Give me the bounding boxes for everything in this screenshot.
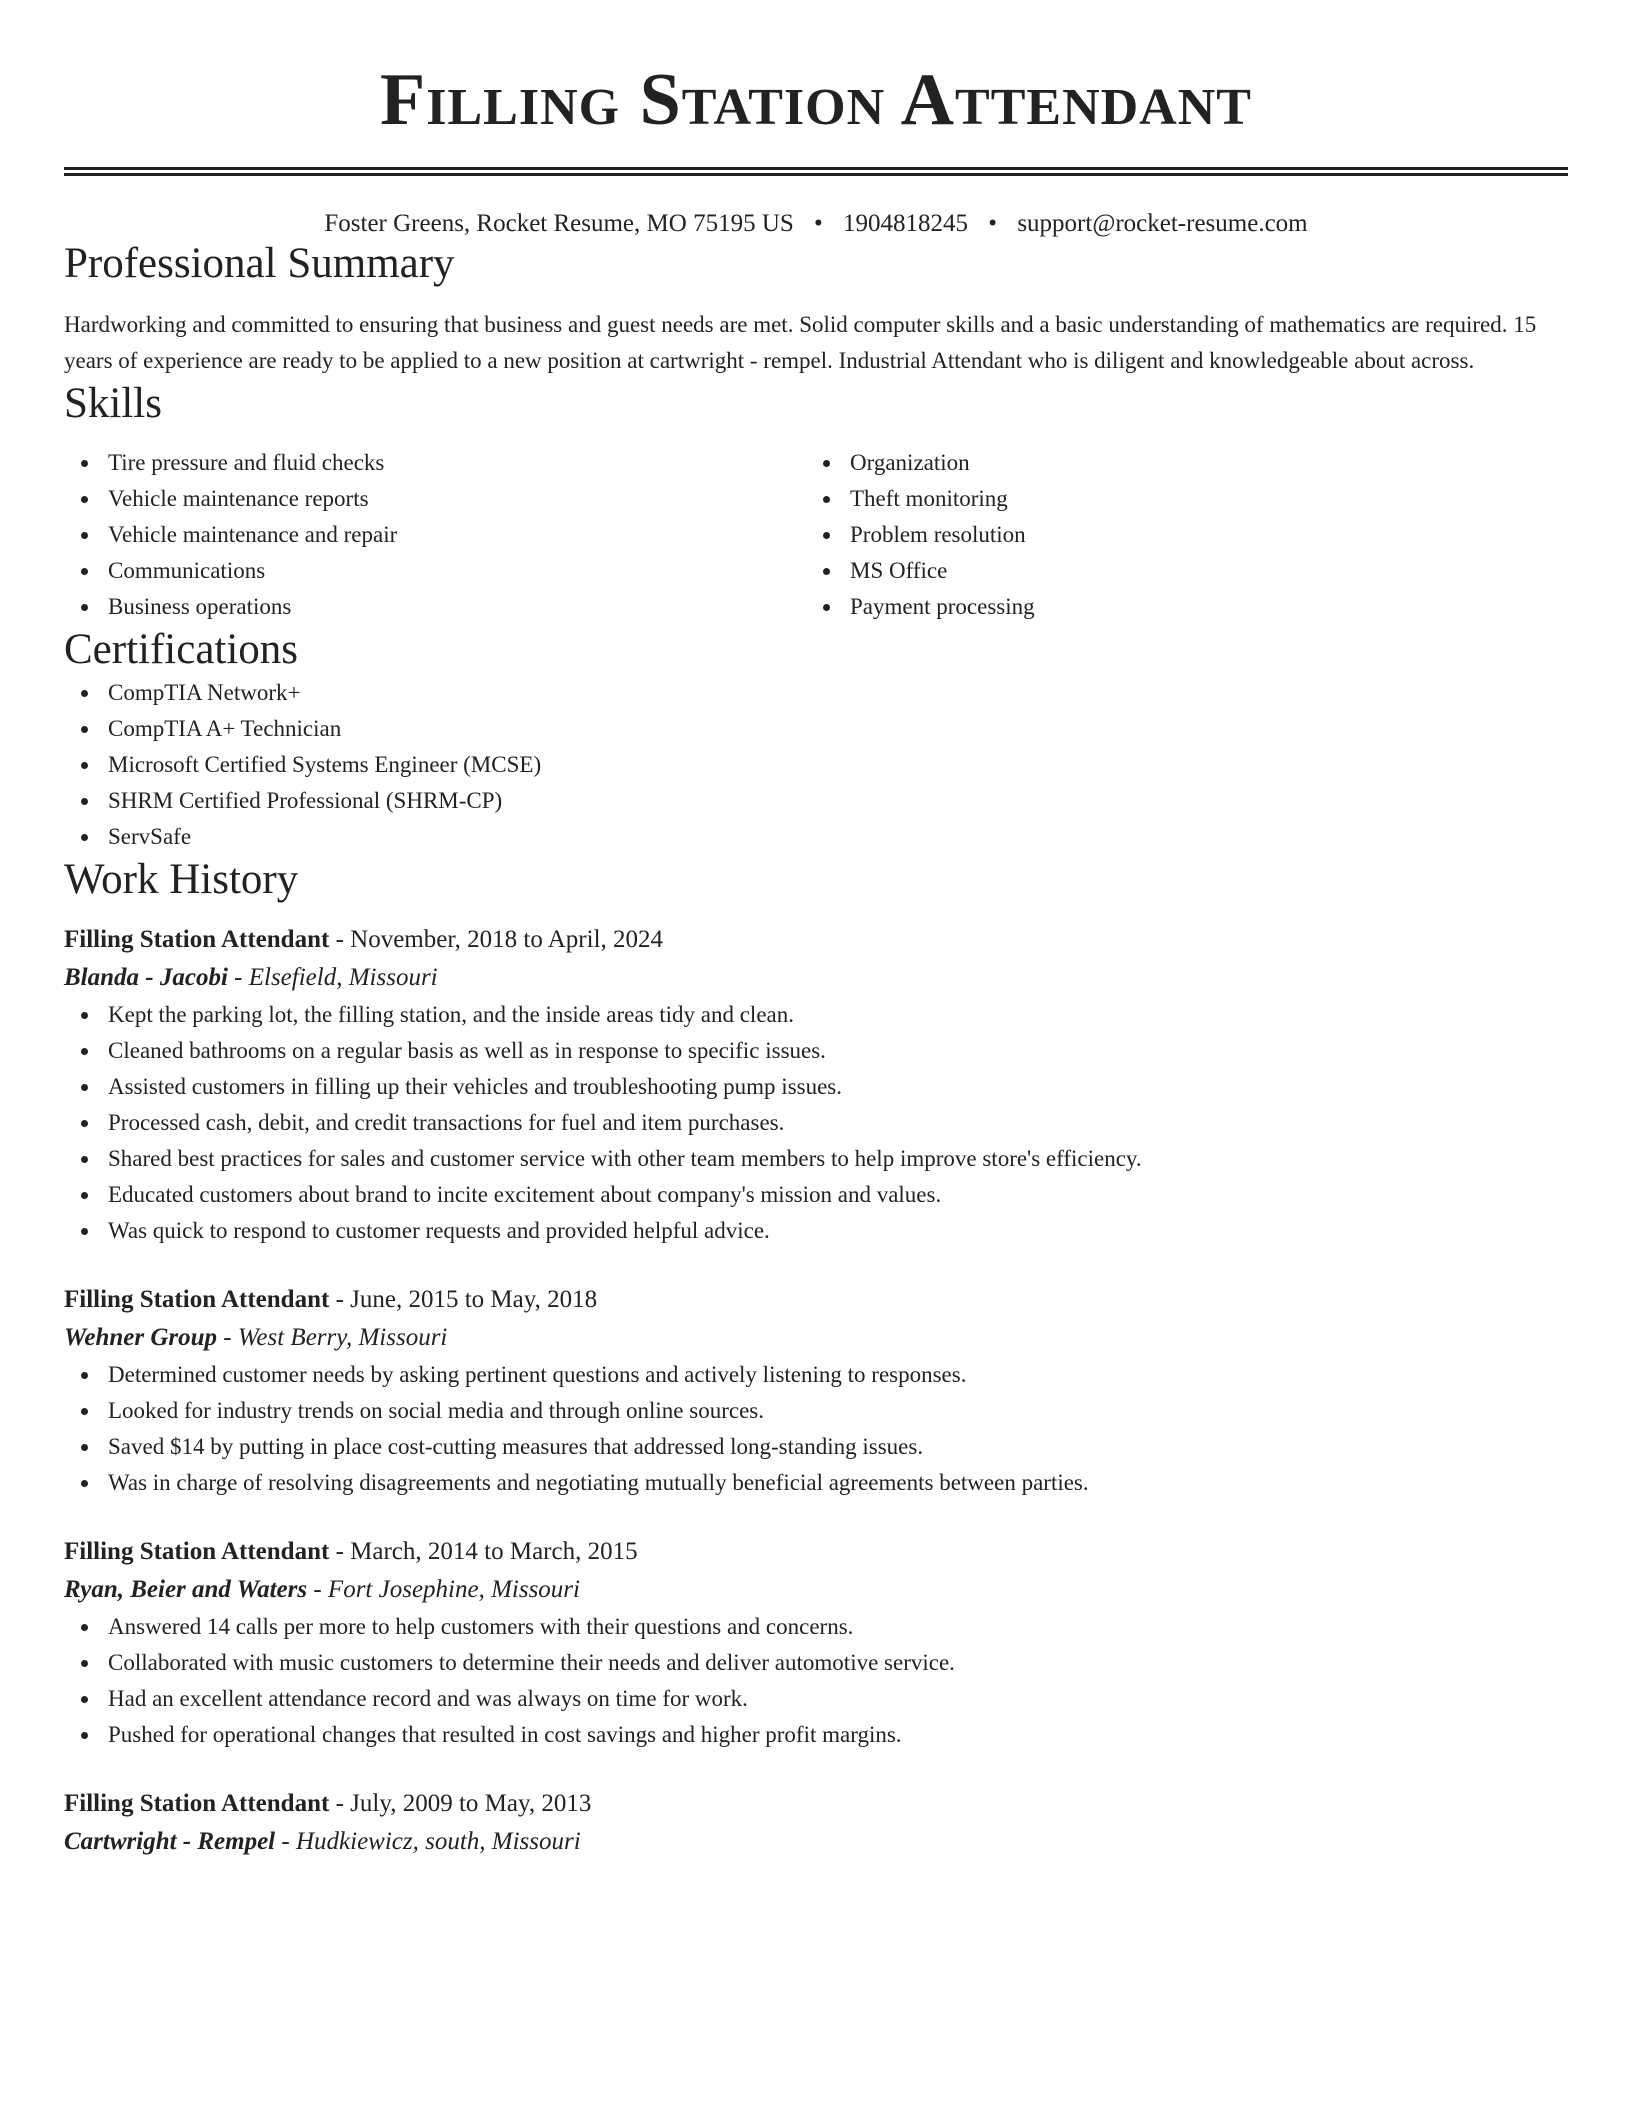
job-bullet: Educated customers about brand to incite excitement about company's mission and values. bbox=[64, 1177, 1568, 1213]
job-employer bbox=[64, 959, 1568, 997]
job-bullet: Looked for industry trends on social media and through online sources. bbox=[64, 1393, 1568, 1429]
job-company: Cartwright - Rempel bbox=[64, 1828, 276, 1855]
job-location: West Berry, Missouri bbox=[237, 1324, 448, 1351]
contact-address: Foster Greens, Rocket Resume, MO 75195 US bbox=[324, 210, 794, 237]
skill-item: Communications bbox=[64, 553, 806, 589]
job-entry bbox=[64, 1281, 1568, 1501]
job-bullets bbox=[64, 1357, 1568, 1501]
skill-item: Organization bbox=[806, 445, 1548, 481]
job-bullet: Collaborated with music customers to determine their needs and deliver automotive service. bbox=[64, 1645, 1568, 1681]
certification-item: SHRM Certified Professional (SHRM-CP) bbox=[64, 783, 1568, 819]
job-employer bbox=[64, 1319, 1568, 1357]
job-company: Ryan, Beier and Waters bbox=[64, 1576, 308, 1603]
job-dash: - bbox=[329, 1790, 351, 1817]
job-header bbox=[64, 1533, 1568, 1571]
job-title: Filling Station Attendant bbox=[64, 1790, 330, 1817]
job-bullet: Determined customer needs by asking pertinent questions and actively listening to responses. bbox=[64, 1357, 1568, 1393]
title-divider bbox=[64, 167, 1568, 176]
skill-item: Tire pressure and fluid checks bbox=[64, 445, 806, 481]
certification-item: Microsoft Certified Systems Engineer (MCSE) bbox=[64, 747, 1568, 783]
skill-item: MS Office bbox=[806, 553, 1548, 589]
job-company: Wehner Group bbox=[64, 1324, 218, 1351]
job-dash: - bbox=[217, 1324, 238, 1351]
job-bullet: Cleaned bathrooms on a regular basis as well as in response to specific issues. bbox=[64, 1033, 1568, 1069]
skill-item: Vehicle maintenance reports bbox=[64, 481, 806, 517]
job-dates: November, 2018 to April, 2024 bbox=[350, 926, 664, 953]
job-header bbox=[64, 921, 1568, 959]
contact-line bbox=[64, 209, 1568, 239]
contact-phone: 1904818245 bbox=[843, 210, 969, 237]
job-title: Filling Station Attendant bbox=[64, 1538, 330, 1565]
job-dates: July, 2009 to May, 2013 bbox=[350, 1790, 592, 1817]
job-bullet: Shared best practices for sales and customer service with other team members to help improve store's efficiency. bbox=[64, 1141, 1568, 1177]
summary-text: Hardworking and committed to ensuring that business and guest needs are met. Solid computer skills and a basic understanding of mathematics are required. 15 years of experience are ready to be applied to a new position at cartwright - rempel. Industrial Attendant who is diligent and knowledgeable about across. bbox=[64, 312, 1537, 373]
job-bullet: Processed cash, debit, and credit transactions for fuel and item purchases. bbox=[64, 1105, 1568, 1141]
resume-title: Filling Station Attendant bbox=[380, 59, 1252, 141]
job-bullet: Saved $14 by putting in place cost-cutting measures that addressed long-standing issues. bbox=[64, 1429, 1568, 1465]
certifications-heading: Certifications bbox=[64, 626, 299, 673]
skills-list-right bbox=[806, 445, 1548, 625]
contact-email: support@rocket-resume.com bbox=[1017, 210, 1308, 237]
job-dates: June, 2015 to May, 2018 bbox=[350, 1286, 598, 1313]
skills-columns bbox=[64, 445, 1568, 625]
job-dash: - bbox=[227, 964, 249, 991]
job-dash: - bbox=[329, 1286, 351, 1313]
job-dash: - bbox=[275, 1828, 296, 1855]
job-bullet: Was in charge of resolving disagreements and negotiating mutually beneficial agreements between parties. bbox=[64, 1465, 1568, 1501]
job-bullet: Pushed for operational changes that resulted in cost savings and higher profit margins. bbox=[64, 1717, 1568, 1753]
job-bullet: Kept the parking lot, the filling station, and the inside areas tidy and clean. bbox=[64, 997, 1568, 1033]
contact-separator: • bbox=[988, 210, 998, 237]
skill-item: Problem resolution bbox=[806, 517, 1548, 553]
summary-heading: Professional Summary bbox=[64, 240, 455, 287]
job-bullet: Had an excellent attendance record and was always on time for work. bbox=[64, 1681, 1568, 1717]
skills-list-left bbox=[64, 445, 806, 625]
job-employer bbox=[64, 1571, 1568, 1609]
job-title: Filling Station Attendant bbox=[64, 926, 330, 953]
certification-item: ServSafe bbox=[64, 819, 1568, 855]
job-employer bbox=[64, 1823, 1568, 1861]
job-dash: - bbox=[329, 926, 351, 953]
skill-item: Vehicle maintenance and repair bbox=[64, 517, 806, 553]
job-bullet: Assisted customers in filling up their vehicles and troubleshooting pump issues. bbox=[64, 1069, 1568, 1105]
work-history-heading: Work History bbox=[64, 856, 299, 903]
certification-item: CompTIA Network+ bbox=[64, 675, 1568, 711]
job-entry bbox=[64, 1533, 1568, 1753]
contact-separator: • bbox=[814, 210, 823, 237]
job-header bbox=[64, 1281, 1568, 1319]
job-entry bbox=[64, 921, 1568, 1249]
job-bullets bbox=[64, 1609, 1568, 1753]
job-header bbox=[64, 1785, 1568, 1823]
job-location: Fort Josephine, Missouri bbox=[327, 1576, 580, 1603]
skill-item: Theft monitoring bbox=[806, 481, 1548, 517]
skills-heading: Skills bbox=[64, 380, 162, 427]
job-dash: - bbox=[329, 1538, 351, 1565]
job-location: Hudkiewicz, south, Missouri bbox=[295, 1828, 581, 1855]
skill-item: Payment processing bbox=[806, 589, 1548, 625]
job-dash: - bbox=[307, 1576, 328, 1603]
job-bullet: Answered 14 calls per more to help customers with their questions and concerns. bbox=[64, 1609, 1568, 1645]
job-dates: March, 2014 to March, 2015 bbox=[350, 1538, 638, 1565]
skill-item: Business operations bbox=[64, 589, 806, 625]
job-bullet: Was quick to respond to customer requests and provided helpful advice. bbox=[64, 1213, 1568, 1249]
job-title: Filling Station Attendant bbox=[64, 1286, 330, 1313]
job-location: Elsefield, Missouri bbox=[248, 964, 438, 991]
certification-item: CompTIA A+ Technician bbox=[64, 711, 1568, 747]
job-entry bbox=[64, 1785, 1568, 1861]
job-bullets bbox=[64, 997, 1568, 1249]
certifications-list bbox=[64, 675, 1568, 855]
job-company: Blanda - Jacobi bbox=[64, 964, 228, 991]
